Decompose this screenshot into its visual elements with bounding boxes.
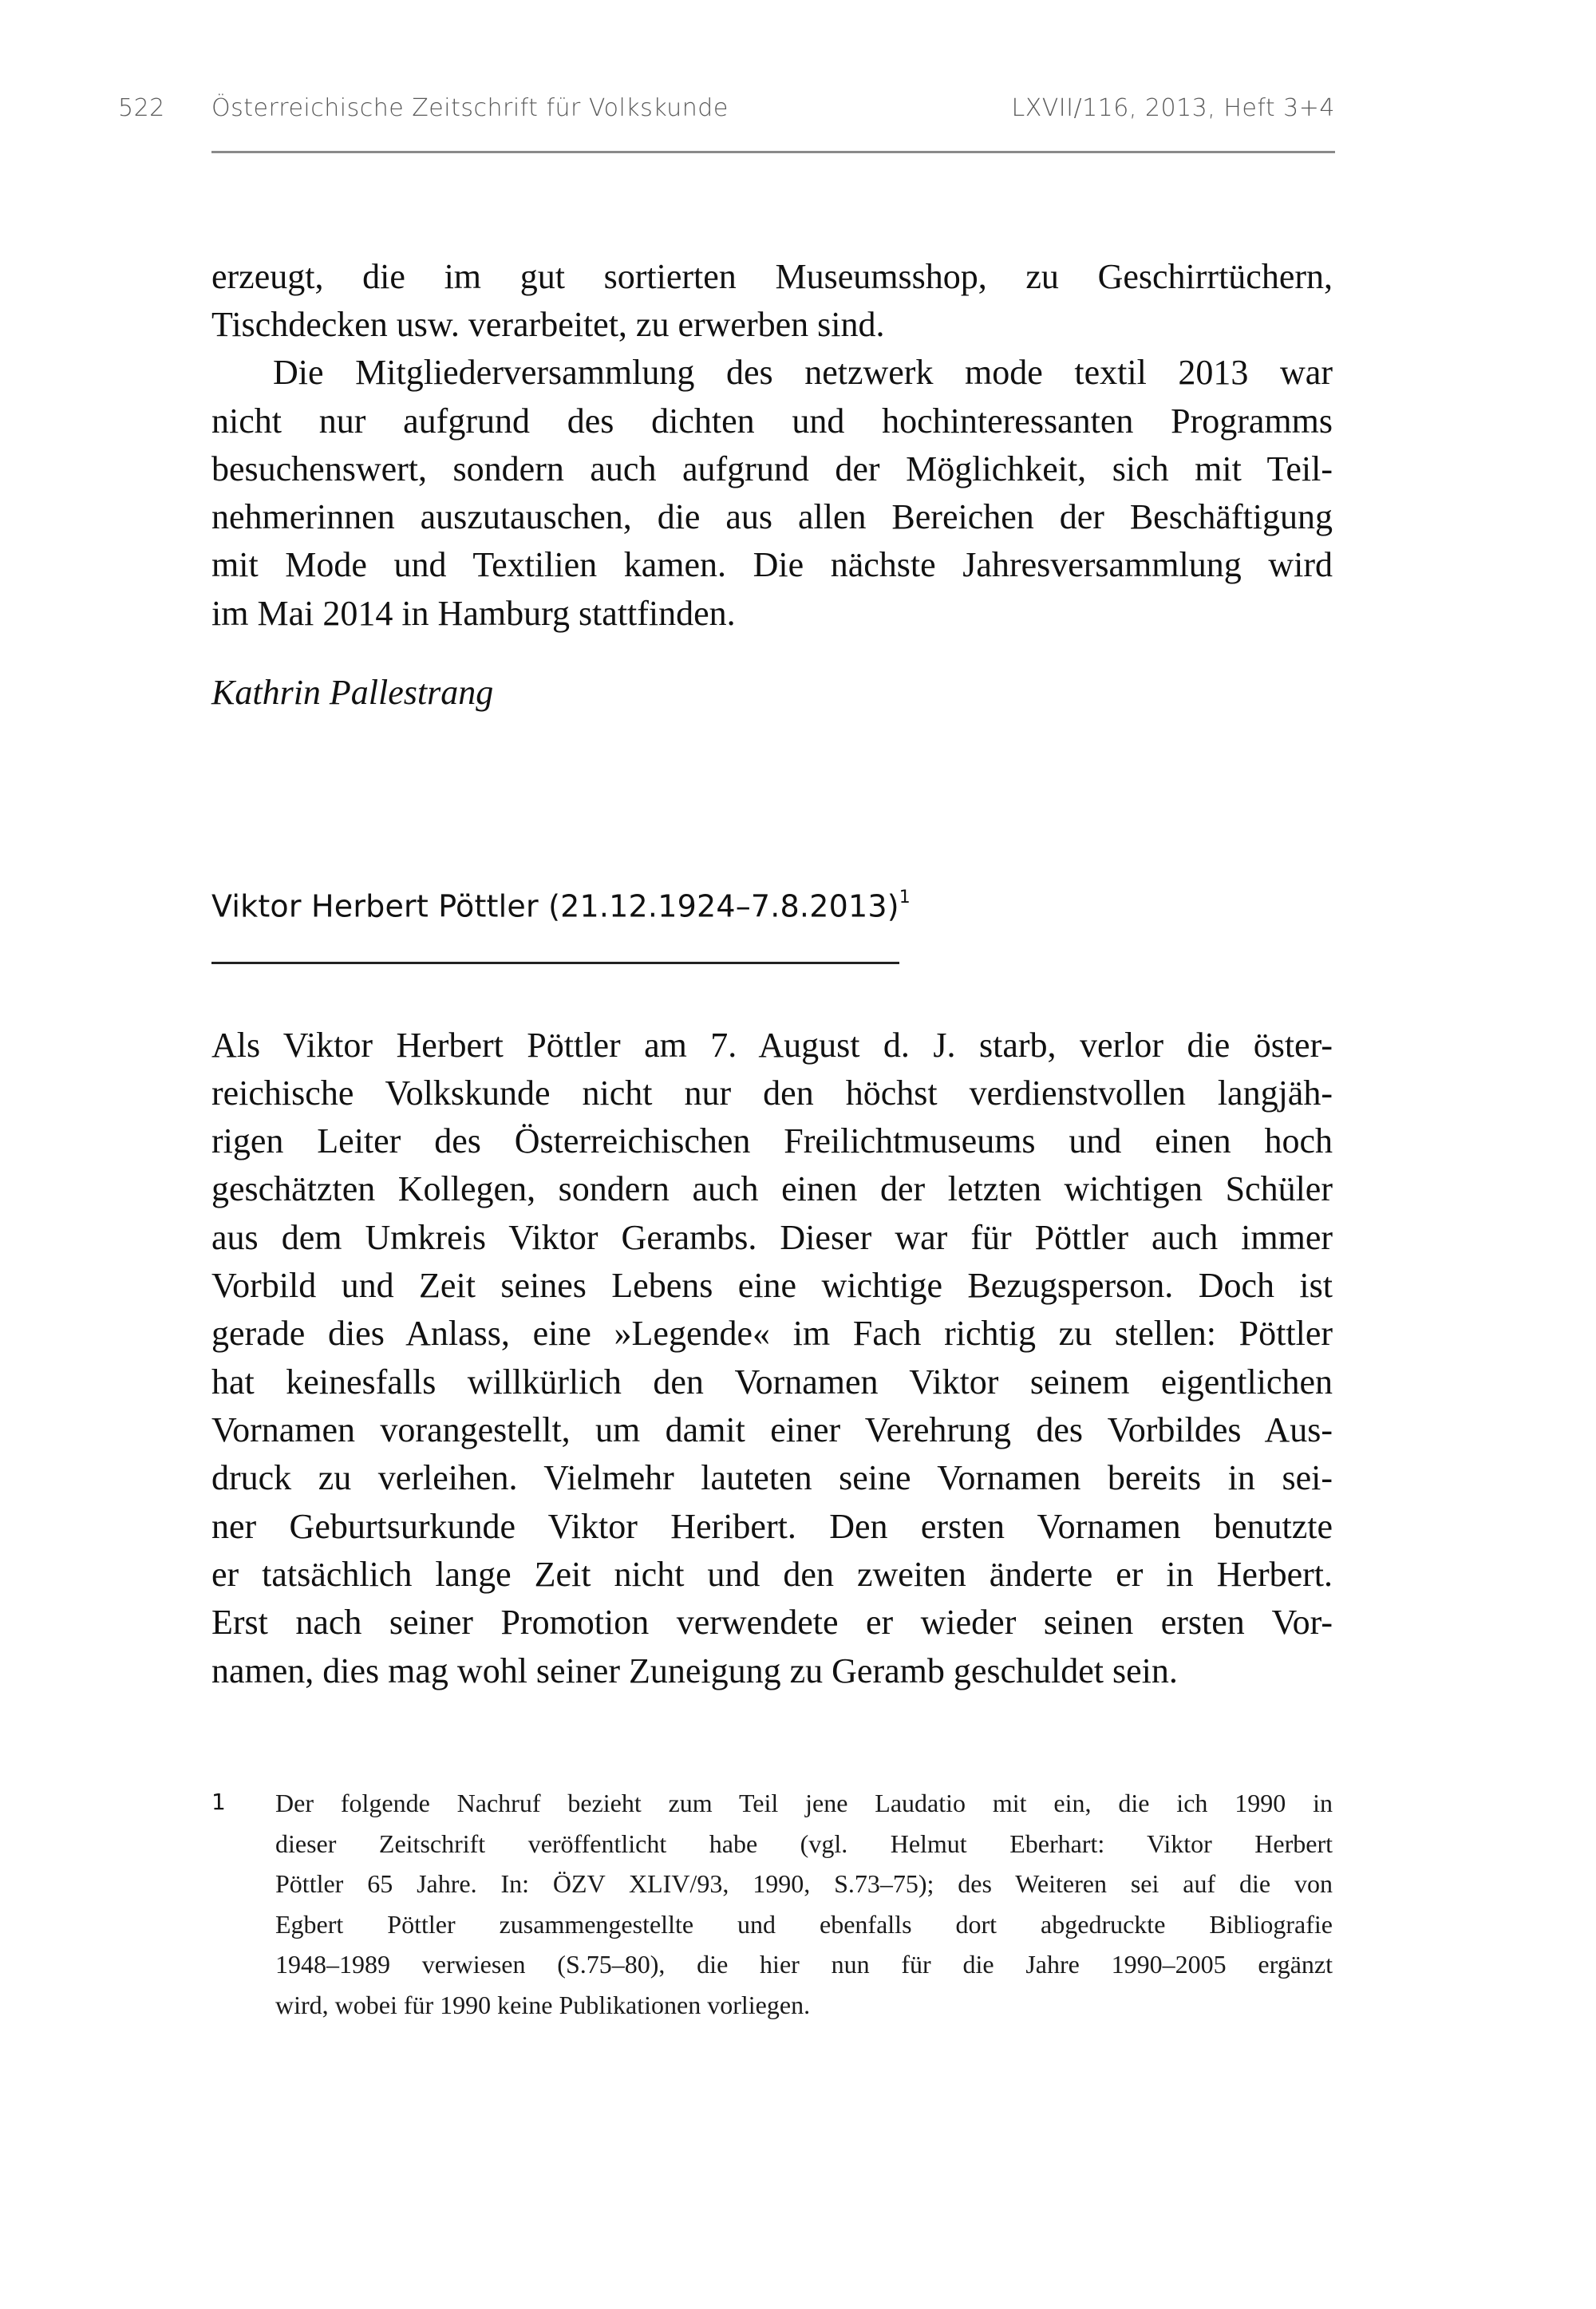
title-underline [211,962,899,964]
paragraph-line: Erst nach seiner Promotion verwendete er wieder seinen ersten Vor- [211,1603,1333,1642]
footnote-reference[interactable]: 1 [899,888,911,907]
footnote-number: 1 [211,1789,226,1815]
paragraph-line: Tischdecken usw. verarbeitet, zu erwerben sind. [211,305,885,344]
paragraph-line: namen, dies mag wohl seiner Zuneigung zu Geramb geschuldet sein. [211,1651,1178,1690]
paragraph-line: Vorbild und Zeit seines Lebens eine wichtige Bezugsperson. Doch ist [211,1266,1333,1305]
paragraph-line: rigen Leiter des Österreichischen Freilichtmuseums und einen hoch [211,1121,1333,1160]
paragraph-line: besuchenswert, sondern auch aufgrund der Möglichkeit, sich mit Teil- [211,449,1333,488]
footnote-line: wird, wobei für 1990 keine Publikationen vorliegen. [275,1991,811,2019]
paragraph-line: hat keinesfalls willkürlich den Vornamen Viktor seinem eigentlichen [211,1362,1333,1402]
footnote-line: 1948–1989 verwiesen (S.75–80), die hier nun für die Jahre 1990–2005 ergänzt [275,1950,1333,1979]
article-title-text: Viktor Herbert Pöttler (21.12.1924–7.8.2013) [211,888,899,924]
paragraph-line: druck zu verleihen. Vielmehr lauteten seine Vornamen bereits in sei- [211,1458,1333,1497]
paragraph-line: erzeugt, die im gut sortierten Museumsshop, zu Geschirrtüchern, [211,257,1333,296]
paragraph-line: im Mai 2014 in Hamburg stattfinden. [211,594,736,633]
footnote-line: Egbert Pöttler zusammengestellte und ebenfalls dort abgedruckte Bibliografie [275,1910,1333,1939]
footnote-line: Pöttler 65 Jahre. In: ÖZV XLIV/93, 1990, S.73–75); des Weiteren sei auf die von [275,1869,1333,1898]
paragraph-line: geschätzten Kollegen, sondern auch einen der letzten wichtigen Schüler [211,1169,1333,1208]
paragraph-line: aus dem Umkreis Viktor Gerambs. Dieser war für Pöttler auch immer [211,1218,1333,1257]
paragraph-line: Vornamen vorangestellt, um damit einer Verehrung des Vorbildes Aus- [211,1410,1333,1449]
author-signature: Kathrin Pallestrang [211,673,494,712]
paragraph-line: reichische Volkskunde nicht nur den höchst verdienstvollen langjäh- [211,1073,1333,1113]
footnote-line: dieser Zeitschrift veröffentlicht habe (vgl. Helmut Eberhart: Viktor Herbert [275,1829,1333,1858]
running-header [0,89,1596,125]
journal-title: Österreichische Zeitschrift für Volkskunde [211,94,729,122]
page-number: 522 [118,94,165,122]
paragraph-line: Als Viktor Herbert Pöttler am 7. August d. J. starb, verlor die öster- [211,1026,1333,1065]
paragraph-line: Die Mitgliederversammlung des netzwerk mode textil 2013 war [273,353,1333,392]
paragraph-line: nehmerinnen auszutauschen, die aus allen Bereichen der Beschäftigung [211,497,1333,536]
footnote-line: Der folgende Nachruf bezieht zum Teil jene Laudatio mit ein, die ich 1990 in [275,1789,1333,1817]
paragraph-line: nicht nur aufgrund des dichten und hochinteressanten Programms [211,401,1333,441]
paragraph-line: er tatsächlich lange Zeit nicht und den zweiten änderte er in Herbert. [211,1555,1333,1594]
paragraph-line: ner Geburtsurkunde Viktor Heribert. Den ersten Vornamen benutzte [211,1507,1333,1546]
header-divider [211,151,1335,153]
article-title [211,881,911,927]
issue-info: LXVII/116, 2013, Heft 3+4 [1011,94,1335,122]
paragraph-line: gerade dies Anlass, eine »Legende« im Fach richtig zu stellen: Pöttler [211,1314,1333,1353]
paragraph-line: mit Mode und Textilien kamen. Die nächste Jahresversammlung wird [211,545,1333,584]
